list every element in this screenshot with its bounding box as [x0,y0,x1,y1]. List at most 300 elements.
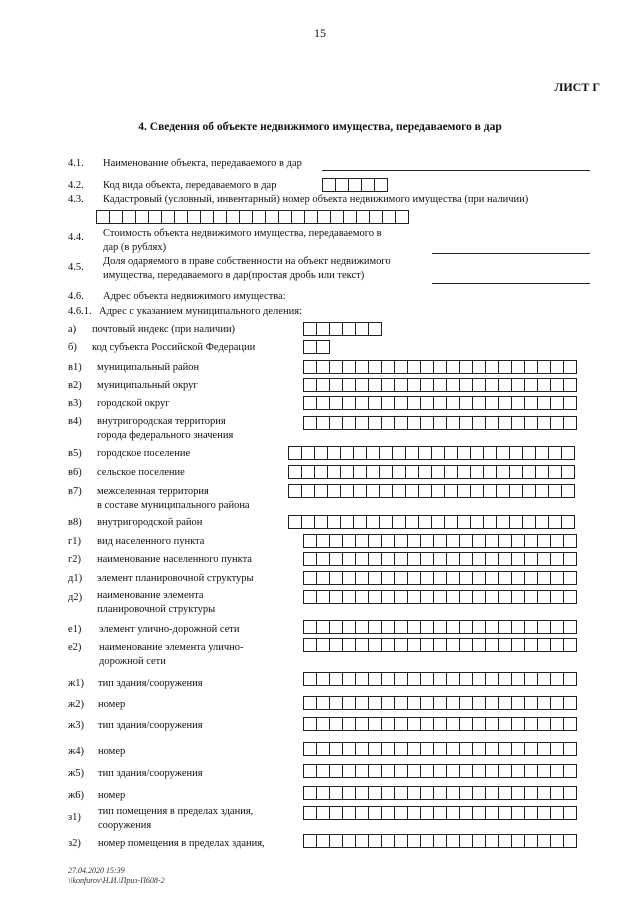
entry-cell[interactable] [537,696,551,710]
entry-cell[interactable] [433,416,447,430]
entry-cell[interactable] [485,378,499,392]
entry-cell[interactable] [563,378,577,392]
entry-cell[interactable] [366,465,380,479]
entry-cell[interactable] [511,806,525,820]
entry-cell[interactable] [353,484,367,498]
entry-cell[interactable] [537,378,551,392]
entry-cell[interactable] [496,465,510,479]
entry-cell[interactable] [522,484,536,498]
entry-cell[interactable] [407,696,421,710]
entry-cell[interactable] [524,742,538,756]
entry-cell[interactable] [498,620,512,634]
entry-cell[interactable] [485,571,499,585]
entry-cell[interactable] [361,178,375,192]
entry-cell[interactable] [420,534,434,548]
entry-cell[interactable] [368,322,382,336]
object-name-field[interactable] [322,170,590,171]
entry-cell[interactable] [342,786,356,800]
entry-cell[interactable] [348,178,362,192]
entry-cell[interactable] [550,620,564,634]
entry-cell[interactable] [511,534,525,548]
entry-cell[interactable] [394,672,408,686]
entry-cell[interactable] [342,717,356,731]
entry-cell[interactable] [550,360,564,374]
entry-cell[interactable] [485,764,499,778]
entry-cell[interactable] [368,806,382,820]
entry-cell[interactable] [109,210,123,224]
entry-cell[interactable] [355,672,369,686]
entry-cell[interactable] [459,786,473,800]
entry-cell[interactable] [459,742,473,756]
entry-cell[interactable] [381,786,395,800]
entry-cell[interactable] [537,534,551,548]
entry-cell[interactable] [498,696,512,710]
entry-cell[interactable] [459,834,473,848]
entry-cell[interactable] [563,534,577,548]
entry-cell[interactable] [407,672,421,686]
entry-cell[interactable] [340,484,354,498]
entry-cell[interactable] [329,416,343,430]
entry-cell[interactable] [511,764,525,778]
entry-cell[interactable] [368,696,382,710]
entry-cell[interactable] [392,515,406,529]
entry-cell[interactable] [394,378,408,392]
entry-cell[interactable] [382,210,396,224]
entry-cell[interactable] [472,742,486,756]
entry-cell[interactable] [303,534,317,548]
entry-cell[interactable] [327,484,341,498]
street-element-cells[interactable] [303,620,576,634]
entry-cell[interactable] [433,620,447,634]
entry-cell[interactable] [355,322,369,336]
entry-cell[interactable] [329,360,343,374]
entry-cell[interactable] [303,396,317,410]
entry-cell[interactable] [161,210,175,224]
entry-cell[interactable] [394,590,408,604]
entry-cell[interactable] [407,834,421,848]
entry-cell[interactable] [316,534,330,548]
entry-cell[interactable] [316,378,330,392]
municipal-district-cells[interactable] [303,360,576,374]
entry-cell[interactable] [472,638,486,652]
entry-cell[interactable] [563,717,577,731]
entry-cell[interactable] [485,590,499,604]
entry-cell[interactable] [174,210,188,224]
entry-cell[interactable] [498,360,512,374]
entry-cell[interactable] [511,416,525,430]
entry-cell[interactable] [381,396,395,410]
entry-cell[interactable] [342,360,356,374]
entry-cell[interactable] [511,396,525,410]
entry-cell[interactable] [355,378,369,392]
entry-cell[interactable] [316,590,330,604]
entry-cell[interactable] [459,378,473,392]
entry-cell[interactable] [550,638,564,652]
entry-cell[interactable] [303,696,317,710]
entry-cell[interactable] [329,764,343,778]
entry-cell[interactable] [303,552,317,566]
entry-cell[interactable] [472,396,486,410]
entry-cell[interactable] [418,446,432,460]
entry-cell[interactable] [509,484,523,498]
entry-cell[interactable] [537,552,551,566]
entry-cell[interactable] [446,806,460,820]
room-number-cells[interactable] [303,834,576,848]
entry-cell[interactable] [446,764,460,778]
entry-cell[interactable] [496,446,510,460]
entry-cell[interactable] [265,210,279,224]
entry-cell[interactable] [550,416,564,430]
building-type-3-cells[interactable] [303,717,576,731]
entry-cell[interactable] [355,416,369,430]
entry-cell[interactable] [472,590,486,604]
entry-cell[interactable] [316,552,330,566]
entry-cell[interactable] [550,717,564,731]
entry-cell[interactable] [303,340,317,354]
entry-cell[interactable] [420,806,434,820]
entry-cell[interactable] [511,786,525,800]
entry-cell[interactable] [342,672,356,686]
entry-cell[interactable] [394,717,408,731]
entry-cell[interactable] [563,571,577,585]
entry-cell[interactable] [433,672,447,686]
entry-cell[interactable] [316,696,330,710]
entry-cell[interactable] [317,210,331,224]
entry-cell[interactable] [550,552,564,566]
entry-cell[interactable] [291,210,305,224]
entry-cell[interactable] [433,378,447,392]
entry-cell[interactable] [433,552,447,566]
entry-cell[interactable] [316,360,330,374]
entry-cell[interactable] [498,786,512,800]
entry-cell[interactable] [483,515,497,529]
entry-cell[interactable] [379,515,393,529]
entry-cell[interactable] [381,360,395,374]
entry-cell[interactable] [511,834,525,848]
entry-cell[interactable] [329,620,343,634]
entry-cell[interactable] [303,571,317,585]
entry-cell[interactable] [496,484,510,498]
entry-cell[interactable] [381,696,395,710]
entry-cell[interactable] [329,717,343,731]
entry-cell[interactable] [355,360,369,374]
entry-cell[interactable] [342,590,356,604]
entry-cell[interactable] [303,378,317,392]
entry-cell[interactable] [498,590,512,604]
entry-cell[interactable] [407,552,421,566]
entry-cell[interactable] [355,552,369,566]
entry-cell[interactable] [420,742,434,756]
entry-cell[interactable] [407,786,421,800]
entry-cell[interactable] [122,210,136,224]
entry-cell[interactable] [524,806,538,820]
entry-cell[interactable] [548,446,562,460]
entry-cell[interactable] [485,672,499,686]
entry-cell[interactable] [374,178,388,192]
entry-cell[interactable] [459,806,473,820]
building-type-5-cells[interactable] [303,764,576,778]
entry-cell[interactable] [420,717,434,731]
entry-cell[interactable] [470,484,484,498]
entry-cell[interactable] [459,571,473,585]
entry-cell[interactable] [355,786,369,800]
entry-cell[interactable] [446,717,460,731]
entry-cell[interactable] [342,552,356,566]
entry-cell[interactable] [446,834,460,848]
entry-cell[interactable] [459,696,473,710]
entry-cell[interactable] [394,786,408,800]
entry-cell[interactable] [226,210,240,224]
entry-cell[interactable] [418,484,432,498]
entry-cell[interactable] [498,806,512,820]
municipal-okrug-cells[interactable] [303,378,576,392]
entry-cell[interactable] [288,446,302,460]
entry-cell[interactable] [433,534,447,548]
entry-cell[interactable] [381,638,395,652]
entry-cell[interactable] [405,465,419,479]
entry-cell[interactable] [537,571,551,585]
entry-cell[interactable] [329,552,343,566]
entry-cell[interactable] [524,416,538,430]
entry-cell[interactable] [420,396,434,410]
entry-cell[interactable] [381,806,395,820]
region-code-cells[interactable] [303,340,329,354]
entry-cell[interactable] [329,396,343,410]
entry-cell[interactable] [511,620,525,634]
entry-cell[interactable] [431,515,445,529]
entry-cell[interactable] [485,717,499,731]
entry-cell[interactable] [550,571,564,585]
entry-cell[interactable] [524,534,538,548]
entry-cell[interactable] [392,446,406,460]
entry-cell[interactable] [394,534,408,548]
entry-cell[interactable] [563,396,577,410]
entry-cell[interactable] [288,465,302,479]
entry-cell[interactable] [457,446,471,460]
entry-cell[interactable] [355,620,369,634]
entry-cell[interactable] [561,515,575,529]
entry-cell[interactable] [366,515,380,529]
entry-cell[interactable] [444,515,458,529]
entry-cell[interactable] [498,672,512,686]
entry-cell[interactable] [522,446,536,460]
entry-cell[interactable] [459,360,473,374]
entry-cell[interactable] [472,416,486,430]
entry-cell[interactable] [563,590,577,604]
entry-cell[interactable] [381,742,395,756]
entry-cell[interactable] [433,360,447,374]
entry-cell[interactable] [407,416,421,430]
entry-cell[interactable] [420,571,434,585]
entry-cell[interactable] [485,416,499,430]
entry-cell[interactable] [431,446,445,460]
entry-cell[interactable] [329,638,343,652]
entry-cell[interactable] [459,620,473,634]
entry-cell[interactable] [303,806,317,820]
rural-settlement-cells[interactable] [288,465,574,479]
entry-cell[interactable] [444,446,458,460]
entry-cell[interactable] [524,672,538,686]
entry-cell[interactable] [472,552,486,566]
entry-cell[interactable] [342,620,356,634]
entry-cell[interactable] [420,620,434,634]
entry-cell[interactable] [550,742,564,756]
entry-cell[interactable] [379,465,393,479]
entry-cell[interactable] [148,210,162,224]
entry-cell[interactable] [472,717,486,731]
entry-cell[interactable] [316,806,330,820]
entry-cell[interactable] [329,786,343,800]
entry-cell[interactable] [316,396,330,410]
entry-cell[interactable] [303,416,317,430]
entry-cell[interactable] [509,515,523,529]
intracity-district-cells[interactable] [288,515,574,529]
entry-cell[interactable] [303,638,317,652]
entry-cell[interactable] [446,590,460,604]
entry-cell[interactable] [368,360,382,374]
entry-cell[interactable] [563,742,577,756]
entry-cell[interactable] [355,764,369,778]
entry-cell[interactable] [342,322,356,336]
entry-cell[interactable] [316,672,330,686]
entry-cell[interactable] [563,806,577,820]
entry-cell[interactable] [483,446,497,460]
entry-cell[interactable] [355,834,369,848]
entry-cell[interactable] [524,620,538,634]
entry-cell[interactable] [485,396,499,410]
entry-cell[interactable] [485,638,499,652]
entry-cell[interactable] [498,571,512,585]
entry-cell[interactable] [459,638,473,652]
entry-cell[interactable] [381,672,395,686]
entry-cell[interactable] [303,764,317,778]
entry-cell[interactable] [498,534,512,548]
entry-cell[interactable] [433,834,447,848]
entry-cell[interactable] [368,717,382,731]
entry-cell[interactable] [379,446,393,460]
entry-cell[interactable] [394,742,408,756]
entry-cell[interactable] [511,571,525,585]
entry-cell[interactable] [446,672,460,686]
entry-cell[interactable] [485,742,499,756]
entry-cell[interactable] [472,764,486,778]
entry-cell[interactable] [405,446,419,460]
entry-cell[interactable] [304,210,318,224]
entry-cell[interactable] [550,764,564,778]
entry-cell[interactable] [340,446,354,460]
entry-cell[interactable] [420,696,434,710]
entry-cell[interactable] [509,465,523,479]
entry-cell[interactable] [537,360,551,374]
entry-cell[interactable] [381,717,395,731]
entry-cell[interactable] [329,322,343,336]
entry-cell[interactable] [368,396,382,410]
entry-cell[interactable] [368,416,382,430]
entry-cell[interactable] [524,638,538,652]
entry-cell[interactable] [511,552,525,566]
entry-cell[interactable] [407,590,421,604]
entry-cell[interactable] [420,416,434,430]
entry-cell[interactable] [316,638,330,652]
entry-cell[interactable] [330,210,344,224]
settlement-type-cells[interactable] [303,534,576,548]
entry-cell[interactable] [498,378,512,392]
entry-cell[interactable] [472,834,486,848]
entry-cell[interactable] [303,360,317,374]
entry-cell[interactable] [314,484,328,498]
entry-cell[interactable] [394,696,408,710]
entry-cell[interactable] [511,696,525,710]
entry-cell[interactable] [522,465,536,479]
entry-cell[interactable] [446,552,460,566]
entry-cell[interactable] [381,620,395,634]
entry-cell[interactable] [301,465,315,479]
entry-cell[interactable] [550,534,564,548]
entry-cell[interactable] [353,446,367,460]
entry-cell[interactable] [301,446,315,460]
entry-cell[interactable] [535,515,549,529]
entry-cell[interactable] [550,396,564,410]
entry-cell[interactable] [420,378,434,392]
entry-cell[interactable] [498,416,512,430]
entry-cell[interactable] [496,515,510,529]
entry-cell[interactable] [368,834,382,848]
entry-cell[interactable] [407,638,421,652]
entry-cell[interactable] [433,696,447,710]
entry-cell[interactable] [355,396,369,410]
entry-cell[interactable] [316,742,330,756]
entry-cell[interactable] [420,786,434,800]
entry-cell[interactable] [303,590,317,604]
entry-cell[interactable] [511,717,525,731]
entry-cell[interactable] [355,534,369,548]
entry-cell[interactable] [303,834,317,848]
entry-cell[interactable] [563,672,577,686]
entry-cell[interactable] [381,571,395,585]
entry-cell[interactable] [420,590,434,604]
entry-cell[interactable] [563,620,577,634]
building-number-2-cells[interactable] [303,696,576,710]
entry-cell[interactable] [420,638,434,652]
entry-cell[interactable] [407,360,421,374]
entry-cell[interactable] [340,515,354,529]
entry-cell[interactable] [213,210,227,224]
entry-cell[interactable] [342,571,356,585]
entry-cell[interactable] [537,806,551,820]
entry-cell[interactable] [316,717,330,731]
entry-cell[interactable] [342,416,356,430]
entry-cell[interactable] [483,465,497,479]
entry-cell[interactable] [405,484,419,498]
entry-cell[interactable] [433,590,447,604]
entry-cell[interactable] [381,590,395,604]
city-okrug-cells[interactable] [303,396,576,410]
entry-cell[interactable] [355,571,369,585]
entry-cell[interactable] [550,786,564,800]
entry-cell[interactable] [472,696,486,710]
entry-cell[interactable] [353,465,367,479]
entry-cell[interactable] [472,786,486,800]
entry-cell[interactable] [537,834,551,848]
entry-cell[interactable] [301,515,315,529]
entry-cell[interactable] [524,378,538,392]
entry-cell[interactable] [407,534,421,548]
entry-cell[interactable] [550,590,564,604]
entry-cell[interactable] [472,360,486,374]
entry-cell[interactable] [288,484,302,498]
entry-cell[interactable] [288,515,302,529]
entry-cell[interactable] [537,672,551,686]
